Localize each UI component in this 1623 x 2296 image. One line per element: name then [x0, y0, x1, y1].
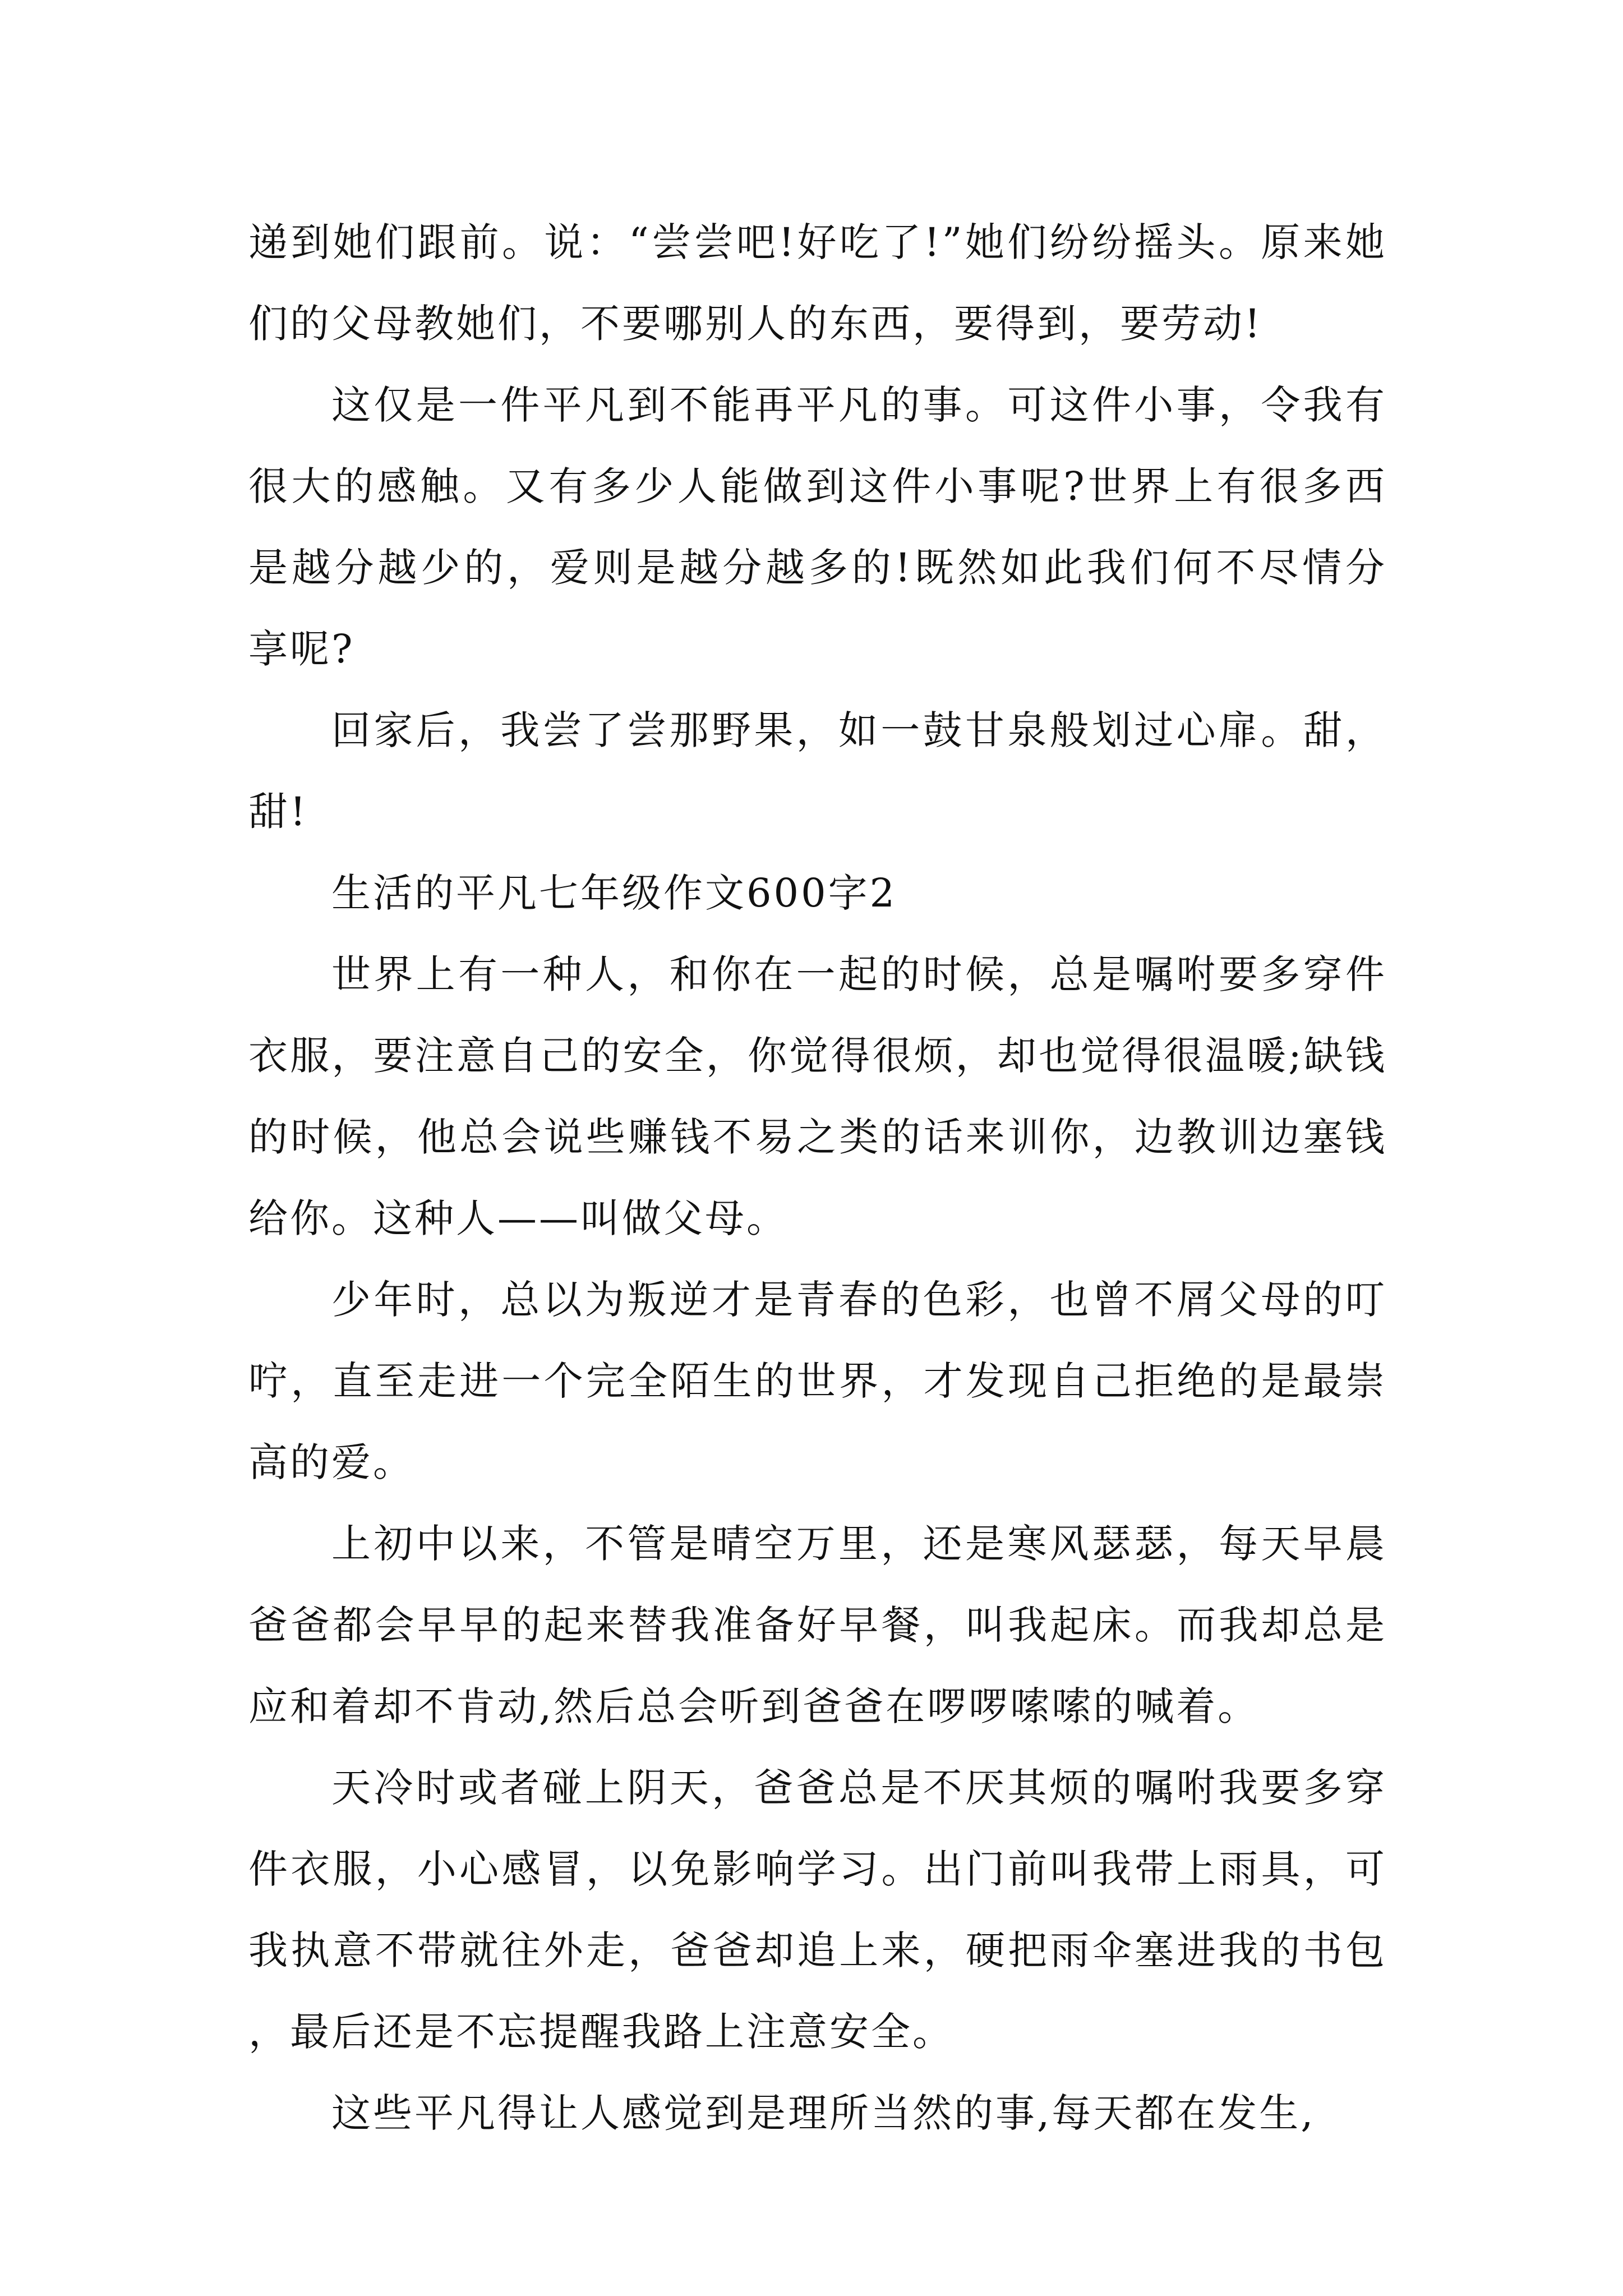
paragraph-3: 回家后，我尝了尝那野果，如一鼓甘泉般划过心扉。甜，甜! [248, 707, 1387, 835]
paragraph-7: 上初中以来，不管是晴空万里，还是寒风瑟瑟，每天早晨爸爸都会早早的起来替我准备好早餐，叫我起床。而我却总是应和着却不肯动,然后总会听到爸爸在啰啰嗦嗦的喊着。 [248, 1521, 1387, 1729]
paragraph-8: 天冷时或者碰上阴天，爸爸总是不厌其烦的嘱咐我要多穿件衣服，小心感冒，以免影响学习。出门前叫我带上雨具，可我执意不带就往外走，爸爸却追上来，硬把雨伞塞进我的书包，最后还是不忘提醒我路上注意安全。 [248, 1765, 1387, 2055]
paragraph-1: 递到她们跟前。说：“尝尝吧!好吃了!”她们纷纷摇头。原来她们的父母教她们，不要哪别人的东西，要得到，要劳动! [248, 219, 1387, 347]
essay-title: 生活的平凡七年级作文600字2 [331, 870, 897, 916]
paragraph-6: 少年时，总以为叛逆才是青春的色彩，也曾不屑父母的叮咛，直至走进一个完全陌生的世界，才发现自己拒绝的是最崇高的爱。 [248, 1277, 1387, 1485]
paragraph-5: 世界上有一种人，和你在一起的时候，总是嘱咐要多穿件衣服，要注意自己的安全，你觉得很烦，却也觉得很温暖;缺钱的时候，他总会说些赚钱不易之类的话来训你，边教训边塞钱给你。这种人——叫做父母。 [248, 951, 1387, 1241]
paragraph-2: 这仅是一件平凡到不能再平凡的事。可这件小事，令我有很大的感触。又有多少人能做到这件小事呢?世界上有很多西是越分越少的，爱则是越分越多的!既然如此我们何不尽情分享呢? [248, 382, 1387, 672]
paragraph-9: 这些平凡得让人感觉到是理所当然的事,每天都在发生, [331, 2090, 1316, 2136]
document-body [248, 202, 1387, 2154]
